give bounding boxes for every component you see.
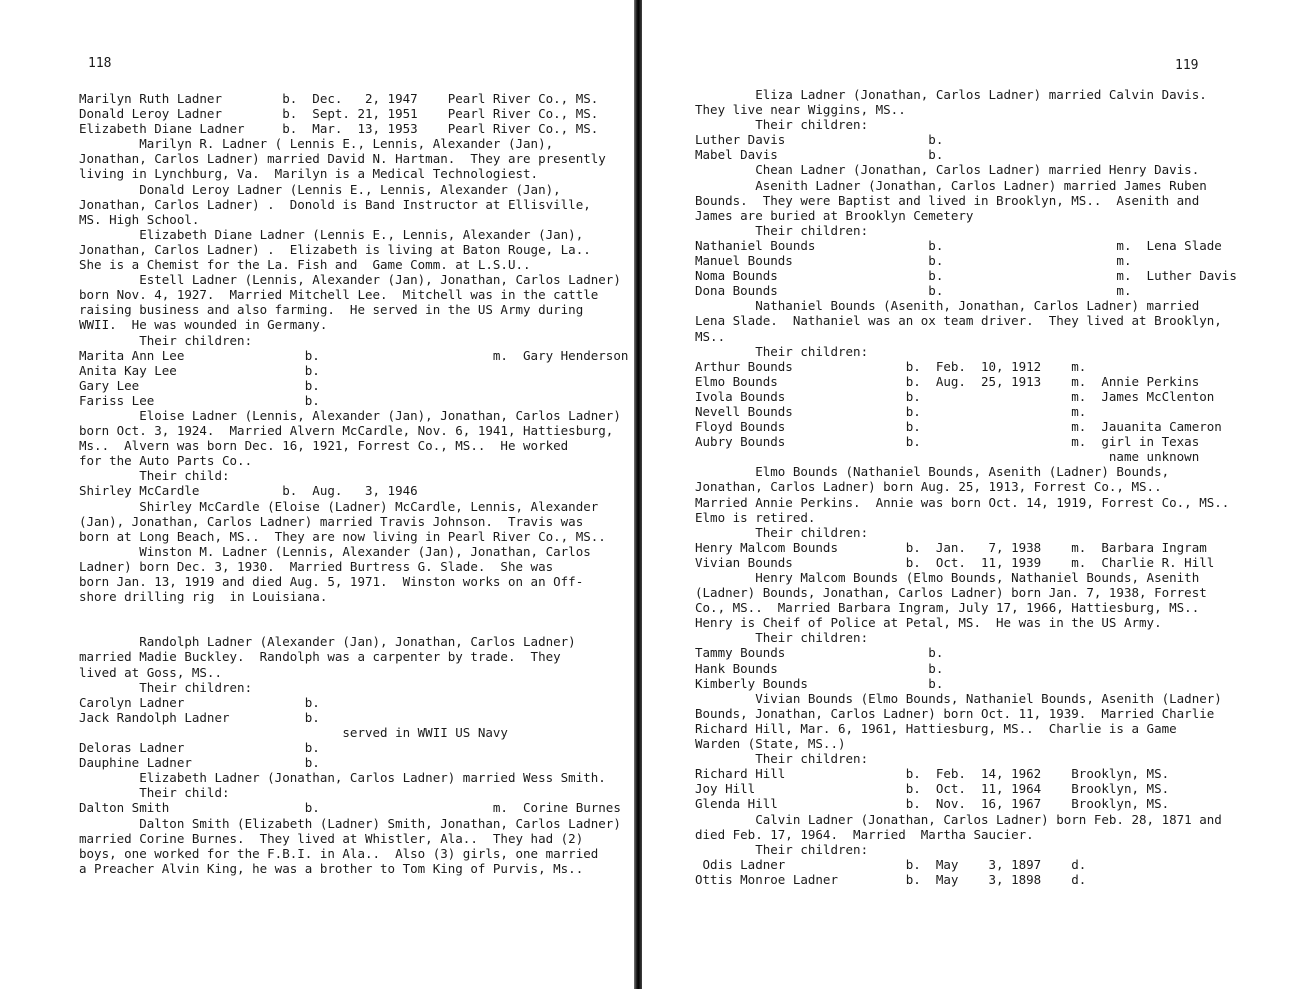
text-line: Kimberly Bounds b.	[695, 675, 944, 691]
text-line: Bounds. They were Baptist and lived in Brooklyn, MS.. Asenith and	[695, 192, 1200, 208]
text-line: Eliza Ladner (Jonathan, Carlos Ladner) married Calvin Davis.	[695, 87, 1207, 102]
text-line: Elmo is retired.	[695, 509, 816, 525]
text-line: Ladner) born Dec. 3, 1930. Married Burtress G. Slade. She was	[79, 558, 554, 574]
text-line: Mabel Davis b.	[695, 147, 944, 163]
text-line: Lena Slade. Nathaniel was an ox team driver. They lived at Brooklyn,	[695, 313, 1222, 329]
text-line: Shirley McCardle b. Aug. 3, 1946	[79, 483, 418, 499]
text-line: Elizabeth Diane Ladner b. Mar. 13, 1953 Pearl River Co., MS.	[79, 121, 599, 137]
text-line: shore drilling rig in Louisiana.	[79, 589, 328, 605]
text-line: for the Auto Parts Co..	[79, 453, 253, 469]
text-line: born Nov. 4, 1927. Married Mitchell Lee. Mitchell was in the cattle	[79, 287, 599, 303]
text-line	[79, 604, 628, 619]
text-line: Their children:	[695, 117, 869, 133]
text-line: Asenith Ladner (Jonathan, Carlos Ladner) married James Ruben	[695, 177, 1207, 193]
text-line: Estell Ladner (Lennis, Alexander (Jan), Jonathan, Carlos Ladner)	[79, 272, 621, 288]
text-line: Their children:	[695, 524, 869, 540]
text-line: name unknown	[695, 449, 1200, 465]
text-line	[79, 619, 628, 634]
text-line: Richard Hill, Mar. 6, 1961, Hattiesburg, MS.. Charlie is a Game	[695, 720, 1177, 736]
text-line: Aubry Bounds b. m. girl in Texas	[695, 434, 1200, 450]
text-line: Hank Bounds b.	[695, 660, 944, 676]
text-line: died Feb. 17, 1964. Married Martha Saucier.	[695, 826, 1034, 842]
text-line: Gary Lee b.	[79, 377, 320, 393]
text-line: Glenda Hill b. Nov. 16, 1967 Brooklyn, MS.	[695, 796, 1170, 812]
text-line: Co., MS.. Married Barbara Ingram, July 17, 1966, Hattiesburg, MS..	[695, 600, 1200, 616]
text-line: MS..	[695, 328, 726, 344]
text-line: Dauphine Ladner b.	[79, 755, 320, 771]
text-line: Anita Kay Lee b.	[79, 362, 320, 378]
text-line: Married Annie Perkins. Annie was born Oct. 14, 1919, Forrest Co., MS..	[695, 494, 1230, 510]
text-line: Their children:	[695, 841, 869, 857]
page-number: 118	[88, 56, 112, 71]
text-line: Elizabeth Ladner (Jonathan, Carlos Ladner) married Wess Smith.	[79, 770, 606, 786]
text-line: Dona Bounds b. m.	[695, 283, 1132, 299]
text-line: Their children:	[79, 332, 253, 348]
text-line: Eloise Ladner (Lennis, Alexander (Jan), Jonathan, Carlos Ladner)	[79, 407, 621, 423]
text-line: lived at Goss, MS..	[79, 664, 222, 680]
text-line: Nevell Bounds b. m.	[695, 403, 1087, 419]
text-line: MS. High School.	[79, 211, 200, 227]
text-line: Dalton Smith b. m. Corine Burnes	[79, 800, 621, 816]
text-line: Manuel Bounds b. m.	[695, 253, 1132, 269]
text-line: Joy Hill b. Oct. 11, 1964 Brooklyn, MS.	[695, 781, 1170, 797]
text-line: married Madie Buckley. Randolph was a carpenter by trade. They	[79, 649, 561, 665]
text-line: Ottis Monroe Ladner b. May 3, 1898 d.	[695, 871, 1087, 887]
text-line: WWII. He was wounded in Germany.	[79, 317, 328, 333]
text-line: Randolph Ladner (Alexander (Jan), Jonathan, Carlos Ladner)	[79, 634, 576, 650]
text-line: Henry is Cheif of Police at Petal, MS. He was in the US Army.	[695, 615, 1162, 631]
text-line: Vivian Bounds b. Oct. 11, 1939 m. Charlie R. Hill	[695, 554, 1215, 570]
book-gutter	[634, 0, 642, 989]
page-number: 119	[1175, 58, 1199, 73]
text-line: Deloras Ladner b.	[79, 740, 320, 756]
text-line: Luther Davis b.	[695, 132, 944, 148]
text-line: living in Lynchburg, Va. Marilyn is a Medical Technologiest.	[79, 166, 539, 182]
text-line: Marilyn R. Ladner ( Lennis E., Lennis, Alexander (Jan),	[79, 136, 554, 152]
text-line: Jack Randolph Ladner b.	[79, 709, 320, 725]
text-line: Floyd Bounds b. m. Jauanita Cameron	[695, 419, 1222, 435]
text-line: born at Long Beach, MS.. They are now living in Pearl River Co., MS..	[79, 528, 606, 544]
text-line: (Ladner) Bounds, Jonathan, Carlos Ladner) born Jan. 7, 1938, Forrest	[695, 585, 1207, 601]
text-line: Tammy Bounds b.	[695, 645, 944, 661]
text-line: married Corine Burnes. They lived at Whistler, Ala.. They had (2)	[79, 830, 584, 846]
text-line: Bounds, Jonathan, Carlos Ladner) born Oct. 11, 1939. Married Charlie	[695, 705, 1215, 721]
text-line: Richard Hill b. Feb. 14, 1962 Brooklyn, MS.	[695, 766, 1170, 782]
text-line: Calvin Ladner (Jonathan, Carlos Ladner) born Feb. 28, 1871 and	[695, 811, 1222, 827]
text-line: Jonathan, Carlos Ladner) . Elizabeth is living at Baton Rouge, La..	[79, 241, 591, 257]
page-text	[79, 91, 628, 876]
text-line: Chean Ladner (Jonathan, Carlos Ladner) married Henry Davis.	[695, 162, 1200, 178]
page-text	[695, 87, 1237, 887]
text-line: Warden (State, MS..)	[695, 736, 846, 752]
text-line: Elmo Bounds b. Aug. 25, 1913 m. Annie Perkins	[695, 373, 1200, 389]
text-line: Ms.. Alvern was born Dec. 16, 1921, Forrest Co., MS.. He worked	[79, 438, 569, 454]
text-line: Elmo Bounds (Nathaniel Bounds, Asenith (Ladner) Bounds,	[695, 464, 1170, 480]
right-page	[642, 0, 1292, 989]
text-line: Their children:	[79, 679, 253, 695]
text-line: Their children:	[695, 630, 869, 646]
text-line: Nathaniel Bounds (Asenith, Jonathan, Carlos Ladner) married	[695, 298, 1200, 314]
text-line: They live near Wiggins, MS..	[695, 102, 906, 118]
text-line: Jonathan, Carlos Ladner) . Donold is Band Instructor at Ellisville,	[79, 196, 591, 212]
text-line: raising business and also farming. He served in the US Army during	[79, 302, 584, 318]
text-line: Marita Ann Lee b. m. Gary Henderson	[79, 347, 629, 363]
text-line: Nathaniel Bounds b. m. Lena Slade	[695, 237, 1222, 253]
text-line: Henry Malcom Bounds b. Jan. 7, 1938 m. Barbara Ingram	[695, 539, 1207, 555]
left-page	[0, 0, 636, 989]
text-line: Their child:	[79, 468, 230, 484]
text-line: Odis Ladner b. May 3, 1897 d.	[695, 856, 1087, 872]
text-line: Arthur Bounds b. Feb. 10, 1912 m.	[695, 358, 1087, 374]
text-line: Henry Malcom Bounds (Elmo Bounds, Nathaniel Bounds, Asenith	[695, 570, 1200, 585]
text-line: Winston M. Ladner (Lennis, Alexander (Jan), Jonathan, Carlos	[79, 543, 591, 559]
text-line: served in WWII US Navy	[79, 724, 508, 740]
text-line: Ivola Bounds b. m. James McClenton	[695, 388, 1215, 404]
text-line: born Oct. 3, 1924. Married Alvern McCardle, Nov. 6, 1941, Hattiesburg,	[79, 423, 614, 439]
text-line: Their children:	[695, 222, 869, 238]
text-line: Fariss Lee b.	[79, 392, 320, 408]
text-line: She is a Chemist for the La. Fish and Game Comm. at L.S.U..	[79, 257, 531, 273]
text-line: Dalton Smith (Elizabeth (Ladner) Smith, Jonathan, Carlos Ladner)	[79, 815, 621, 831]
text-line: Their children:	[695, 343, 869, 359]
text-line: (Jan), Jonathan, Carlos Ladner) married Travis Johnson. Travis was	[79, 513, 584, 529]
text-line: boys, one worked for the F.B.I. in Ala.. Also (3) girls, one married	[79, 845, 599, 861]
text-line: Their children:	[695, 751, 869, 767]
text-line: born Jan. 13, 1919 and died Aug. 5, 1971. Winston works on an Off-	[79, 574, 584, 589]
text-line: Jonathan, Carlos Ladner) married David N. Hartman. They are presently	[79, 151, 606, 167]
text-line: Elizabeth Diane Ladner (Lennis E., Lennis, Alexander (Jan),	[79, 226, 584, 242]
text-line: Vivian Bounds (Elmo Bounds, Nathaniel Bounds, Asenith (Ladner)	[695, 690, 1222, 706]
text-line: Carolyn Ladner b.	[79, 694, 320, 710]
text-line: Jonathan, Carlos Ladner) born Aug. 25, 1913, Forrest Co., MS..	[695, 479, 1162, 495]
text-line: Their child:	[79, 785, 230, 801]
text-line: Donald Leroy Ladner b. Sept. 21, 1951 Pearl River Co., MS.	[79, 106, 599, 122]
text-line: Donald Leroy Ladner (Lennis E., Lennis, Alexander (Jan),	[79, 181, 561, 197]
text-line: James are buried at Brooklyn Cemetery	[695, 207, 974, 223]
text-line: Marilyn Ruth Ladner b. Dec. 2, 1947 Pearl River Co., MS.	[79, 91, 599, 106]
text-line: Shirley McCardle (Eloise (Ladner) McCardle, Lennis, Alexander	[79, 498, 599, 514]
text-line: Noma Bounds b. m. Luther Davis	[695, 268, 1237, 284]
text-line: a Preacher Alvin King, he was a brother to Tom King of Purvis, Ms..	[79, 860, 584, 876]
